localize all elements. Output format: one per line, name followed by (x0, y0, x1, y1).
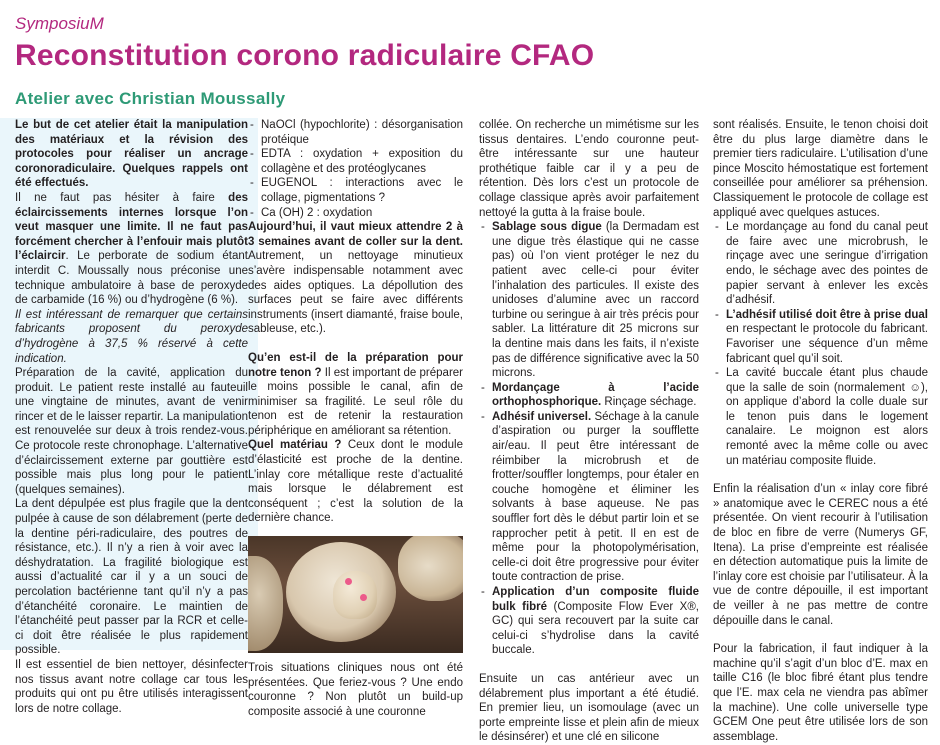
paragraph: La dent dépulpée est plus fragile que la dent pulpée à cause de son délabrement (perte de la dentine péri-radiculaire, des poutres de résistance, etc.). Il n’y a rien à voir avec la déshydratation. La fragilité biologique est aussi d’actualité car il y a un souci de percolation bactérienne tant qu’il n’y a pas d’étanchéité coronaire. Le maintien de l’étanchéité peut passer par la RCR et celle-ci doit être réalisée le plus rapidement possible. (15, 498, 248, 657)
marker-dot (360, 594, 367, 601)
list-item: - EDTA : oxydation + exposition du collagène et des protéoglycanes (248, 147, 463, 176)
list-item (713, 366, 928, 468)
paragraph: Trois situations cliniques nous ont été présentées. Que feriez-vous ? Une endo couronne ? Non plutôt un build-up composite associé à une couronne (248, 662, 463, 718)
paragraph (248, 438, 463, 526)
paragraph: sont réalisés. Ensuite, le tenon choisi doit être du plus large diamètre dans le premier tiers radiculaire. L’utilisation d’une pince Moscito hémostatique est fortement conseillée pour améliorer sa préhension. Classiquement le protocole de collage est appliqué avec quelques astuces. (713, 119, 928, 219)
tips-list (713, 220, 928, 468)
tooth-shape (248, 556, 283, 651)
marker-dot (345, 578, 352, 585)
bold-run: L’adhésif utilisé doit être à prise dual (726, 308, 928, 321)
paragraph (15, 191, 248, 308)
inlay-core-shape (333, 571, 377, 619)
list-item: - NaOCl (hypochlorite) : désorganisation protéique (248, 118, 463, 147)
list-item: - Ca (OH) 2 : oxydation (248, 206, 463, 221)
bold-run: Mordançage à l’acide orthophosphorique. (492, 381, 699, 409)
intro-paragraph: Le but de cet atelier était la manipulation des matériaux et la révision des protocoles pour réaliser un ancrage coronoradiculaire. Quelques rappels ont été effectués. (15, 119, 248, 190)
paragraph: Pour la fabrication, il faut indiquer à la machine qu’il s’agit d’un bloc d’E. max en taille C16 (le bloc fibré étant plus tendre que l’E. max cela ne viendra pas abîmer la machine). Une colle universelle type GCEM One peut être utilisée lors de son assemblage. (713, 643, 928, 743)
column-3 (479, 118, 699, 745)
bold-run: Sablage sous digue (492, 221, 602, 234)
bold-run: Application d’un composite fluide bulk fibré (492, 586, 699, 613)
section-label: SymposiuM (15, 14, 104, 33)
text-run: Séchage à la canule d’aspiration ou purger la soufflette air/eau. Il peut être intéressant de réimbiber la microbrush et de frotter/souffler longtemps, pour étaler en couche homogène et éliminer les solvants à base aqueuse. Ne pas souffler fort dès le début partir loin et se rapprocher petit à petit. Il en est de même pour la photopolymérisation, celle-ci doit être progressive pour éviter toute contraction de prise. (492, 410, 699, 584)
text-run: (la Dermadam est une digue très élastique qui ne casse pas) où l’on vient protéger le nez du patient avec celle-ci pour éviter l’inhalation des particules. Il existe des unidoses d’alumine avec un raccord turbine ou seringue à air très précis pour sabler. La littérature dit 25 microns sur la dentine mais dans les faits, il n’existe pas de différence significative avec la 50 microns. (492, 221, 699, 380)
list-item (479, 220, 699, 381)
column-1-highlight (0, 118, 258, 715)
text-run: en respectant le protocole du fabricant. Favoriser une séquence d’un même fabricant quel qu’il soit. (726, 323, 928, 365)
article-title: Reconstitution corono radiculaire CFAO (15, 39, 595, 72)
list-item (713, 220, 928, 308)
clinical-photo (248, 536, 463, 653)
paragraph: collée. On recherche un mimétisme sur les tissus dentaires. L’endo couronne peut-être intéressante sur une hauteur prothétique faible car il y a peu de rétention. Dès lors c’est un protocole de collage classique après avoir parfaitement nettoyé la gutta à la fraise boule. (479, 119, 699, 219)
list-item (479, 381, 699, 410)
italic-paragraph: Il est intéressant de remarquer que certains fabricants proposent du peroxyde d’hydrogène à 37,5 % réservé à cette indication. (15, 308, 248, 365)
paragraph (248, 351, 463, 439)
bold-run: des éclaircissements internes lorsque l’on veut masquer une limite. Il ne faut pas forcément chercher à l’enfouir mais plutôt l’éclaircir (15, 191, 248, 263)
column-4 (713, 118, 928, 744)
text-run: Il est important de préparer le moins possible le canal, afin de minimiser sa fragilité. Le seul rôle du tenon est de retenir la restauration périphérique en améliorant sa rétention. (248, 366, 463, 437)
column-2 (248, 118, 463, 719)
article-subtitle: Atelier avec Christian Moussally (15, 89, 286, 108)
text-run: (Composite Flow Ever X®, GC) qui sera recouvert par la suite car celui-ci s’hydrolise dans la cavité buccale. (492, 600, 700, 657)
bold-run: Adhésif universel. (492, 410, 592, 423)
tooth-shape (398, 536, 463, 601)
text-run: Le mordançage au fond du canal peut de faire avec une microbrush, le rinçage avec une seringue d’irrigation endo, le séchage avec des pointes de papier servant à enlever les excès d’adhésif. (726, 221, 928, 307)
paragraph (248, 220, 463, 337)
text-run: Il ne faut pas hésiter à faire (15, 191, 229, 204)
list-item (479, 410, 699, 585)
article-header (15, 8, 925, 108)
text-run: La cavité buccale étant plus chaude que la salle de soin (normalement ☺), on applique d’abord la colle duale sur le tenon puis dans le logement canalaire. Le moignon est alors remonté avec la même colle ou avec un matériau composite fluide. (726, 367, 928, 467)
text-run: . Le perborate de sodium étant interdit C. Moussally nous préconise une technique ambulatoire à base de peroxyde de carbamide (16 %) ou d’hydrogène (6 %). (15, 250, 248, 307)
list-item (713, 308, 928, 366)
paragraph: Enfin la réalisation d’un « inlay core fibré » anatomique avec le CEREC nous a été présentée. On vient recourir à l’utilisation de bloc en fibre de verre (Numerys GF, Itena). La prise d’empreinte est réalisée en détection automatique puis la limite de l’inlay core est choisie par l’utilisateur. À la vue de contre dépouille, il est important de veiller à ne pas mettre de contre dépouille dans le canal. (713, 483, 928, 627)
paragraph: Préparation de la cavité, application du produit. Le patient reste installé au fauteuil une vingtaine de minutes, avant de venir rincer et de le laisser repartir. La manipulation est renouvelée sur deux à trois rendez-vous. Ce protocole reste chronophage. L’alternative d’éclaircissement externe par gouttière est possible mais plus long pour le patient (quelques semaines). (15, 367, 248, 496)
paragraph: Il est essentiel de bien nettoyer, désinfecter nos tissus avant notre collage car tous les produits qui ont pu être utilisés interagissent lors de notre collage. (15, 658, 248, 715)
product-list (248, 118, 463, 220)
list-item (479, 585, 699, 658)
paragraph: Ensuite un cas antérieur avec un délabrement plus important a été étudié. En premier lieu, un isomoulage (avec un porte empreinte lisse et plein afin de mieux le désinsérer) et une clé en silicone (479, 672, 699, 744)
protocol-list (479, 220, 699, 658)
text-run: Autrement, un nettoyage minutieux s’avère indispensable notamment avec des aides optiques. La dépollution des surfaces peut se faire avec différents instruments (insert diamanté, fraise boule, sableuse, etc.). (248, 250, 463, 336)
text-run: Ceux dont le module d’élasticité est proche de la dentine. L’inlay core métallique reste d’actualité mais lorsque le délabrement est conséquent ; c’est la solution de la dernière chance. (248, 439, 463, 525)
text-run: Rinçage séchage. (601, 396, 697, 409)
bold-run: Qu’en est-il de la préparation pour notre tenon ? (248, 351, 463, 379)
bold-run: Aujourd’hui, il vaut mieux attendre 2 à 3 semaines avant de coller sur la dent. (248, 221, 463, 248)
bold-run: Quel matériau ? (248, 439, 342, 452)
list-item: - EUGENOL : interactions avec le collage, pigmentations ? (248, 176, 463, 205)
